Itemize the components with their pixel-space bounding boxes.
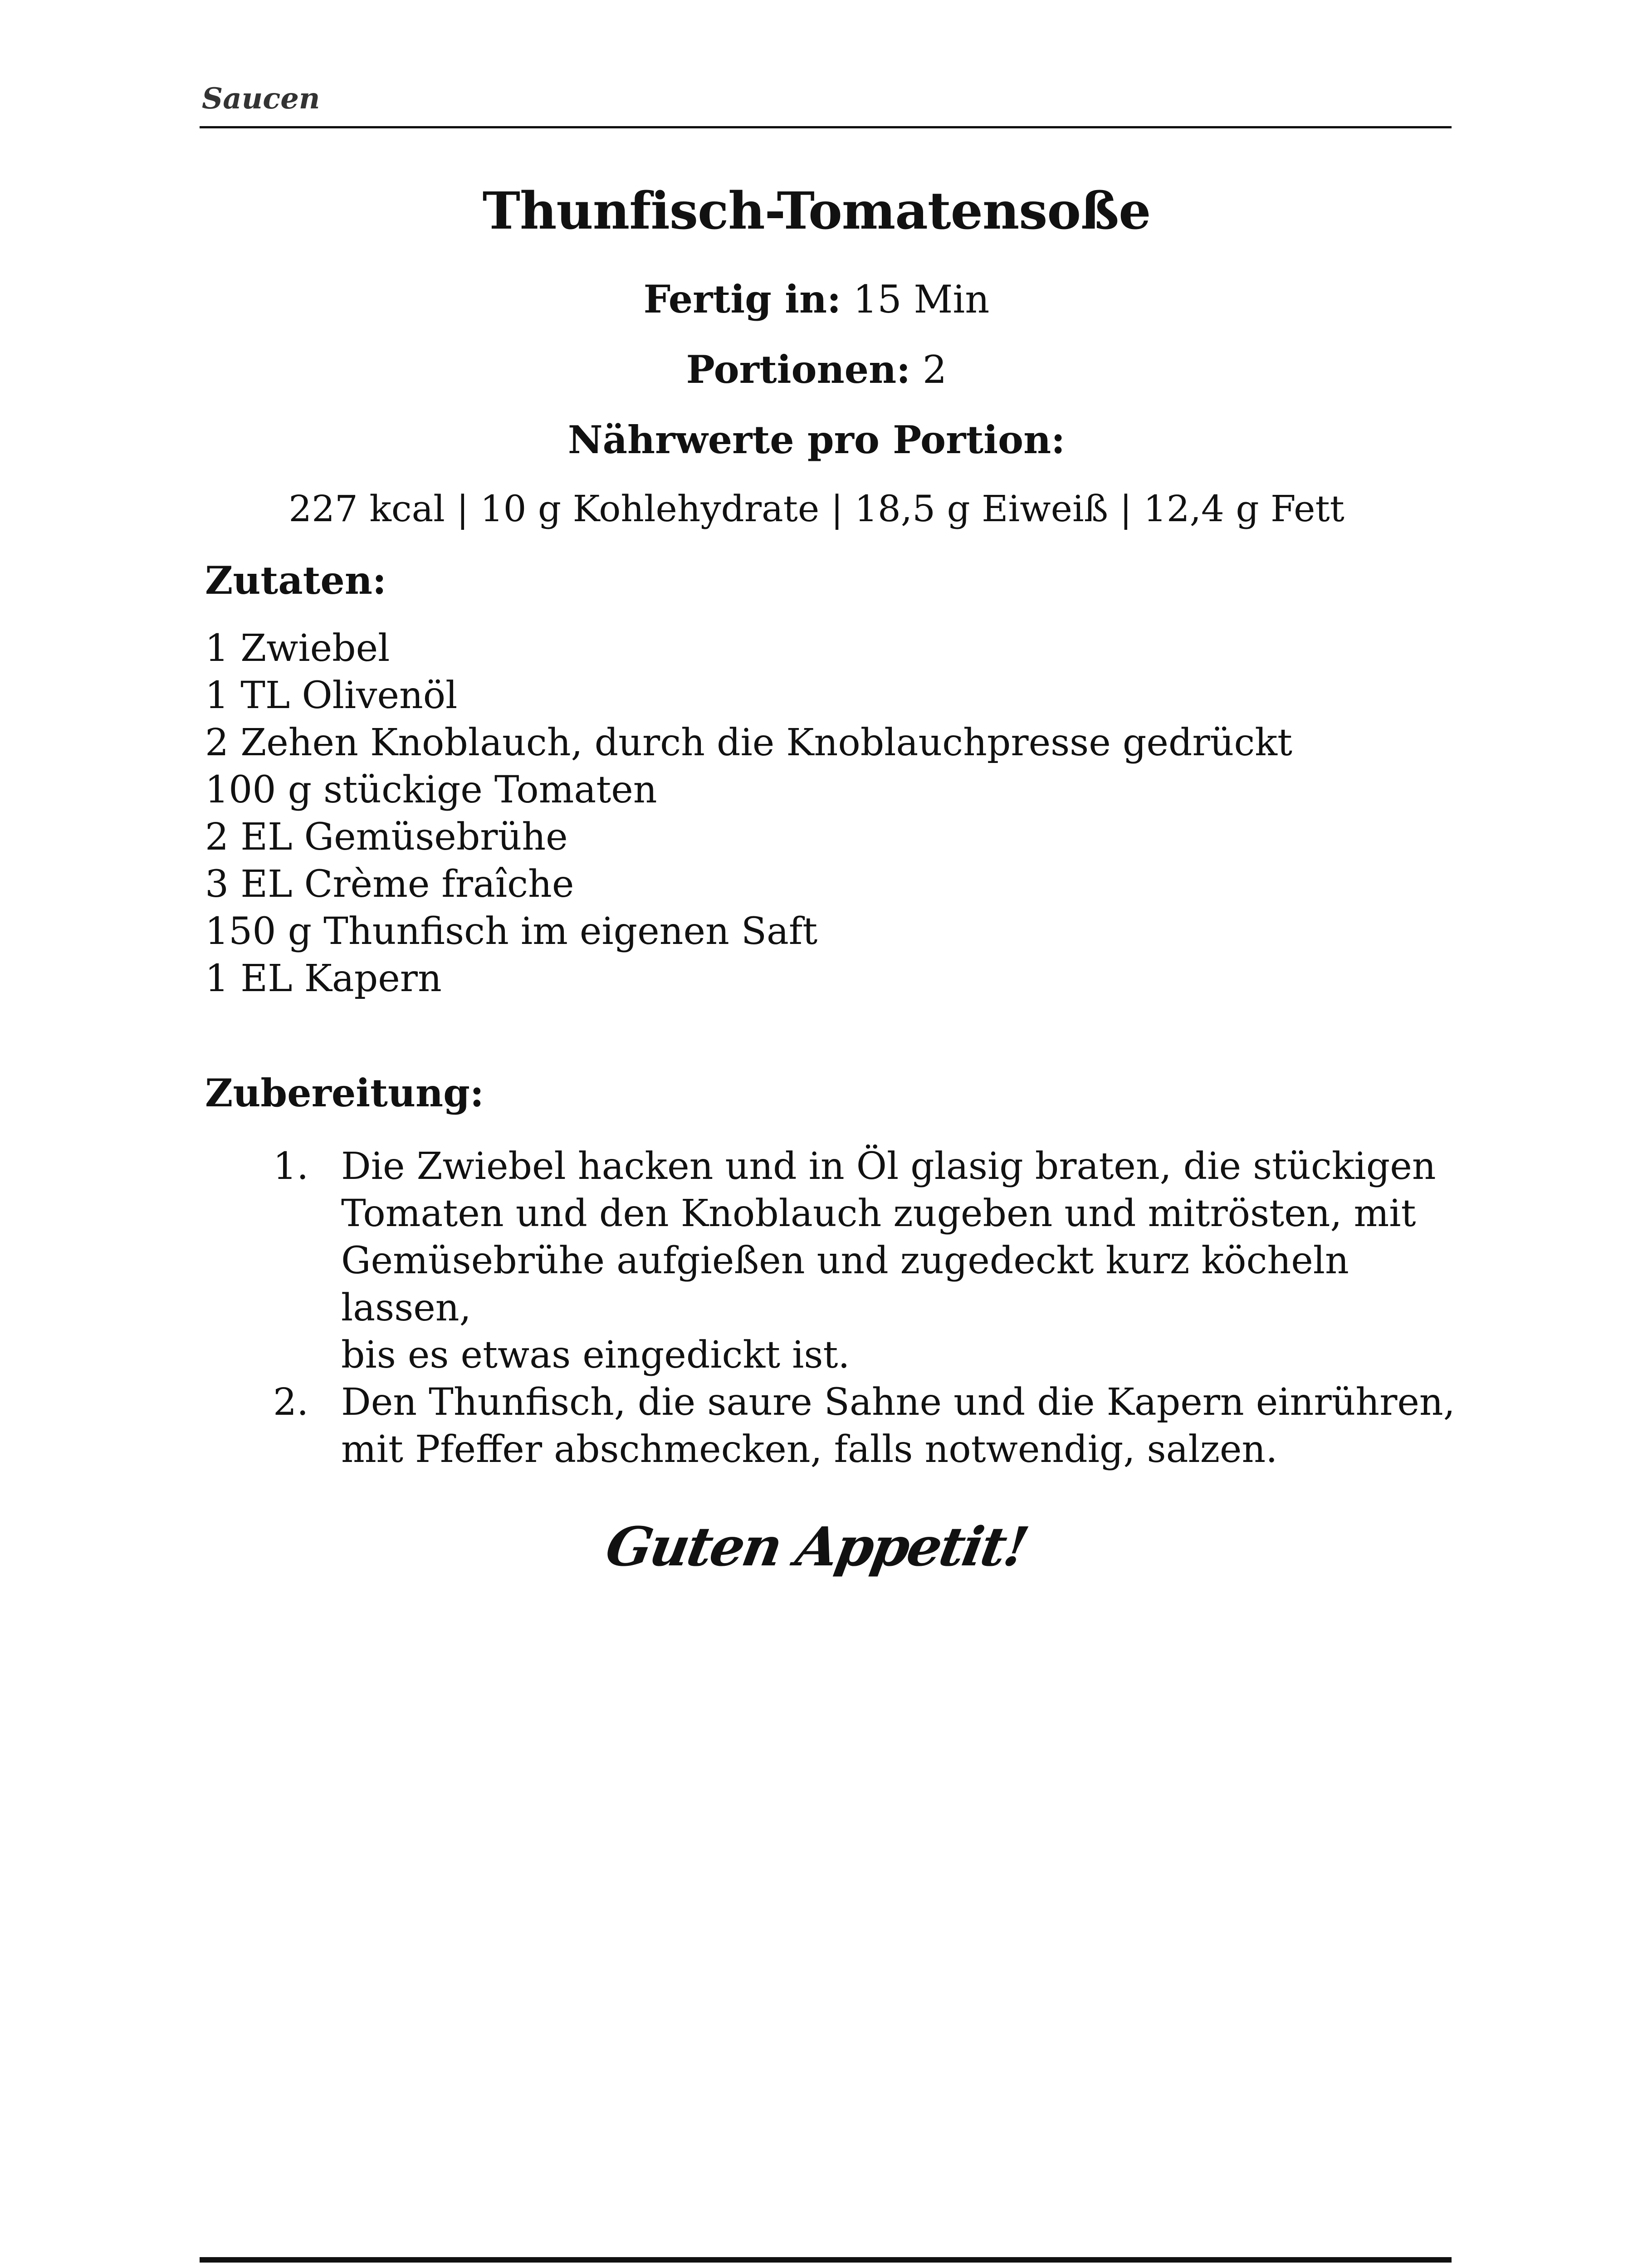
preparation-steps bbox=[205, 1143, 1457, 1473]
ingredient-item: 2 Zehen Knoblauch, durch die Knoblauchpresse gedrückt bbox=[205, 721, 1292, 764]
step-number: 2. bbox=[273, 1381, 309, 1424]
ready-time-label: Fertig in: bbox=[643, 277, 841, 322]
step-item bbox=[205, 1379, 1457, 1473]
nutrition-label: Nährwerte pro Portion: bbox=[567, 417, 1066, 462]
recipe-title: Thunfisch-Tomatensoße bbox=[482, 181, 1151, 241]
preparation-heading: Zubereitung: bbox=[205, 1070, 484, 1115]
portions-label: Portionen: bbox=[686, 347, 911, 392]
ingredient-item: 1 EL Kapern bbox=[205, 957, 442, 1000]
ingredients-list bbox=[205, 625, 1292, 1002]
ready-time-value: 15 Min bbox=[853, 277, 990, 322]
portions-value: 2 bbox=[922, 347, 947, 392]
step-text: Die Zwiebel hacken und in Öl glasig braten, die stückigen Tomaten und den Knoblauch zugeben und mitrösten, mit Gemüsebrühe aufgießen und zugedeckt kurz köcheln lassen, bis es etwas eingedickt ist. bbox=[341, 1145, 1436, 1377]
step-text: Den Thunfisch, die saure Sahne und die Kapern einrühren, mit Pfeffer abschmecken, falls notwendig, salzen. bbox=[341, 1381, 1455, 1471]
ingredient-item: 2 EL Gemüsebrühe bbox=[205, 816, 568, 859]
header-rule bbox=[200, 126, 1452, 128]
ingredient-item: 150 g Thunfisch im eigenen Saft bbox=[205, 910, 818, 953]
ingredient-item: 100 g stückige Tomaten bbox=[205, 768, 657, 811]
footer-rule bbox=[200, 2257, 1452, 2263]
ingredient-item: 1 TL Olivenöl bbox=[205, 674, 458, 717]
step-item bbox=[205, 1143, 1457, 1379]
signoff-script: Guten Appetit! bbox=[601, 1515, 1032, 1578]
ingredient-item: 3 EL Crème fraîche bbox=[205, 863, 574, 906]
ingredient-item: 1 Zwiebel bbox=[205, 627, 390, 670]
nutrition-heading bbox=[0, 417, 1633, 462]
nutrition-values: 227 kcal | 10 g Kohlehydrate | 18,5 g Eiweiß | 12,4 g Fett bbox=[288, 488, 1345, 530]
ingredients-heading: Zutaten: bbox=[205, 558, 386, 603]
ready-time bbox=[0, 277, 1633, 322]
running-header: Saucen bbox=[202, 82, 320, 116]
step-number: 1. bbox=[273, 1145, 309, 1188]
portions bbox=[0, 347, 1633, 392]
